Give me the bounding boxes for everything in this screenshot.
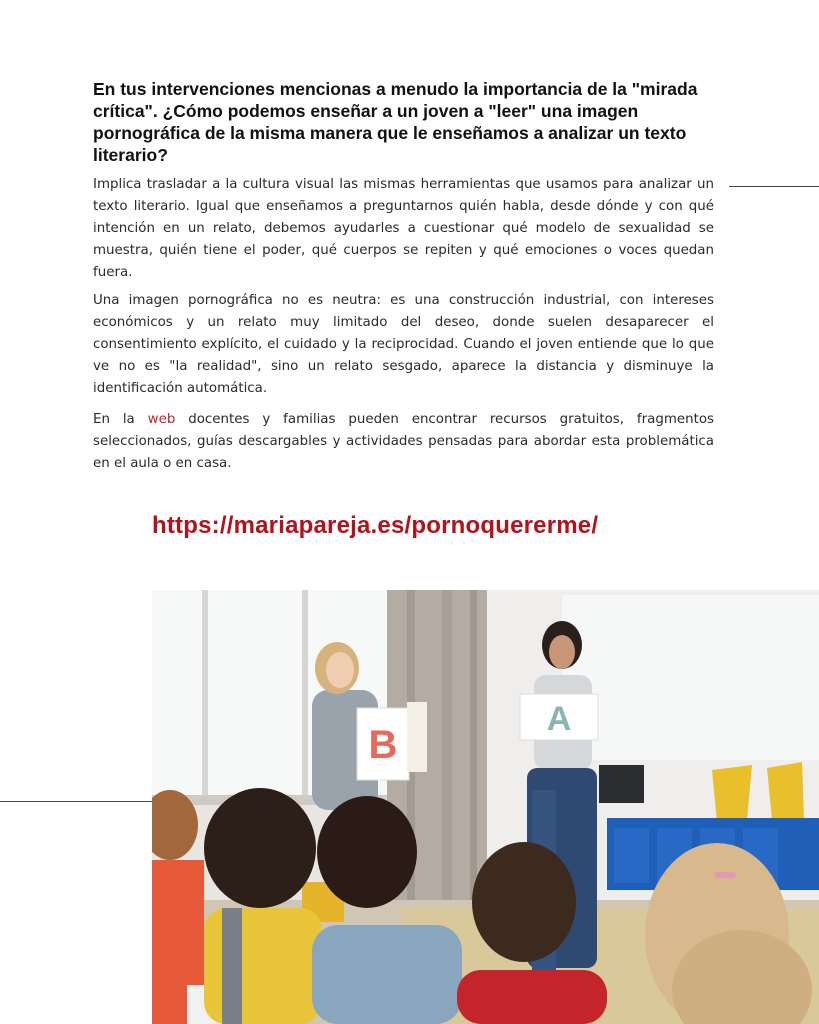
paragraph-3-rest: docentes y familias pueden encontrar recursos gratuitos, fragmentos seleccionados, guías descargables y actividades pensadas para abordar esta problemática en el aula o en casa.	[93, 412, 715, 471]
answer-paragraph-3	[93, 409, 714, 475]
letter-card-b: B	[368, 723, 398, 767]
letter-card-a: A	[546, 700, 572, 738]
decorative-rule-left	[0, 801, 152, 802]
website-url[interactable]: https://mariapareja.es/pornoquererme/	[152, 512, 599, 539]
classroom-photo	[152, 590, 819, 1024]
answer-paragraph-1: Implica trasladar a la cultura visual las mismas herramientas que usamos para analizar un texto literario. Igual que enseñamos a preguntarnos quién habla, desde dónde y con qué intención en un relato, debemos ayudarles a cuestionar qué modelo de sexualidad se muestra, quién tiene el poder, qué cuerpos se repiten y qué emociones o voces quedan fuera.	[93, 177, 714, 280]
answer-paragraph-2: Una imagen pornográfica no es neutra: es una construcción industrial, con intereses económicos y un relato muy limitado del deseo, donde suelen desaparecer el consentimiento explícito, el cuidado y la reciprocidad. Cuando el joven entiende que lo que ve no es "la realidad", sino un relato sesgado, aparece la distancia y disminuye la identificación automática.	[93, 293, 714, 396]
interview-question: En tus intervenciones mencionas a menudo la importancia de la "mirada crítica". ¿Cómo podemos enseñar a un joven a "leer" una imagen pornográfica de la misma manera que le enseñamos a analizar un texto literario?	[93, 79, 698, 165]
paragraph-3-intro: En la	[93, 412, 148, 427]
decorative-rule-right	[729, 186, 819, 187]
web-link[interactable]: web	[147, 412, 176, 427]
